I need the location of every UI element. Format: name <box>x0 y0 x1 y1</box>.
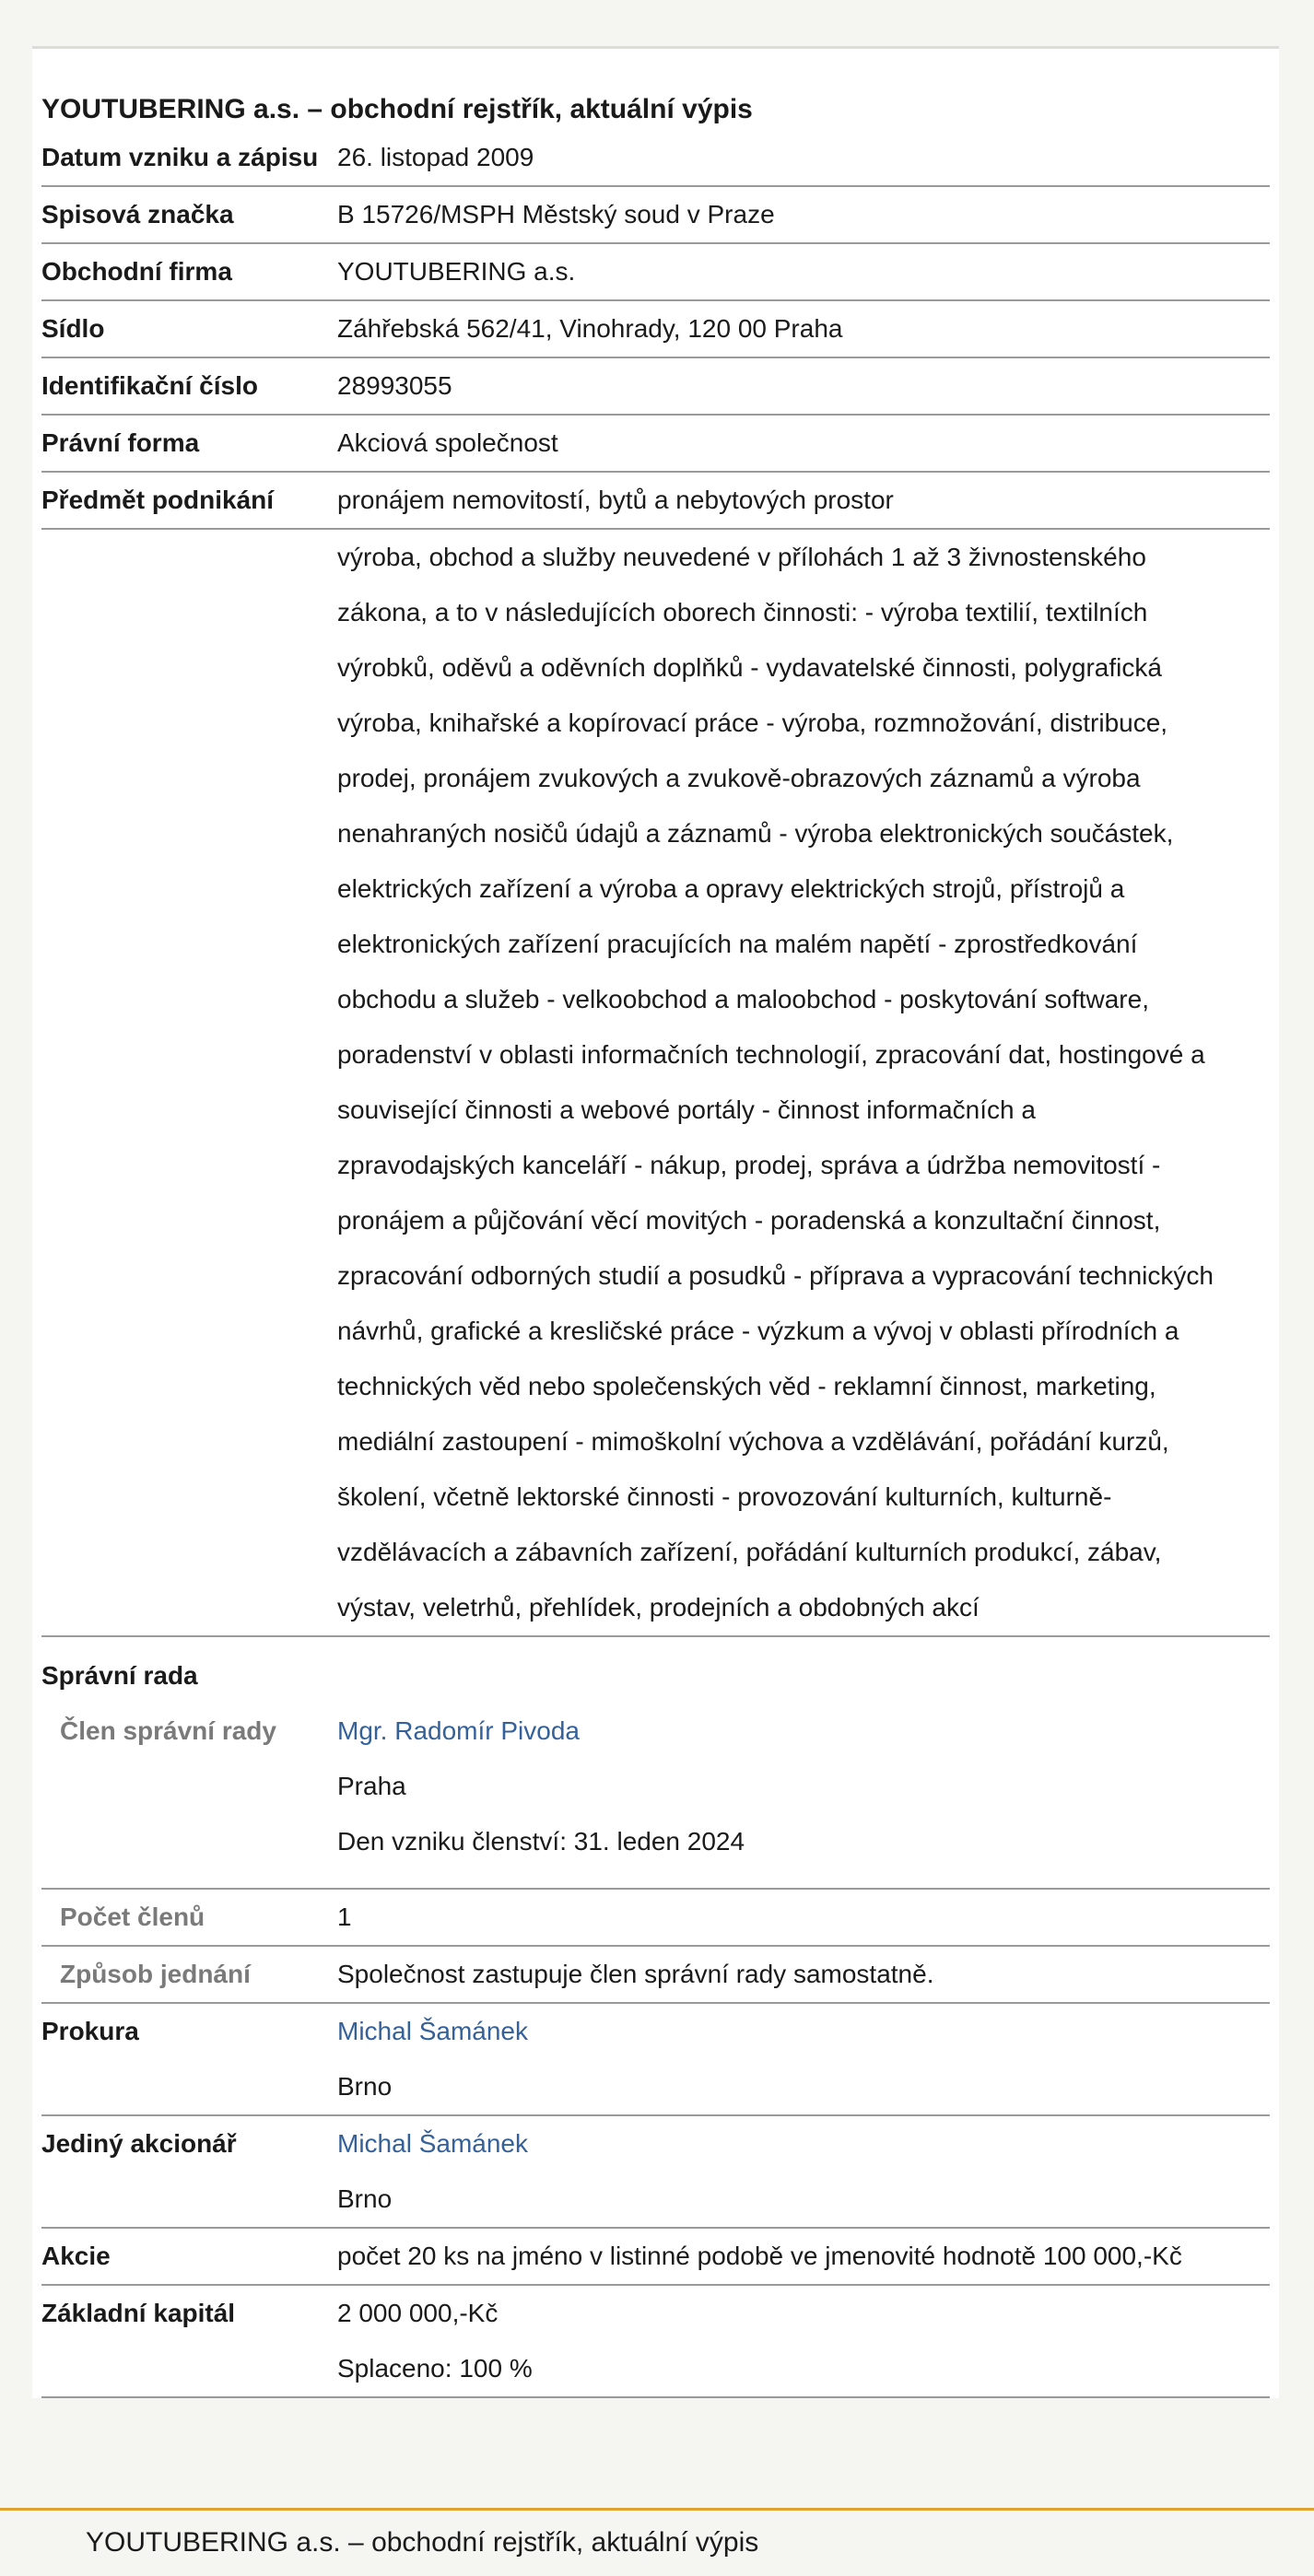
clen-city: Praha <box>337 1772 406 1800</box>
predmet-line: zpravodajských kanceláří - nákup, prodej, správa a údržba nemovitostí - <box>337 1151 1161 1179</box>
prokura-city: Brno <box>337 2072 393 2101</box>
predmet-line: související činnosti a webové portály - činnost informačních a <box>337 1095 1036 1124</box>
row-pocet-clenu <box>41 1889 1270 1946</box>
value-splaceno: Splaceno: 100 % <box>337 2354 533 2383</box>
akcionar-city: Brno <box>337 2184 393 2213</box>
label-pocet-clenu: Počet členů <box>41 1889 337 1946</box>
value-zakladni-kapital: 2 000 000,-Kč <box>337 2299 499 2327</box>
value-datum-vzniku: 26. listopad 2009 <box>337 130 1270 186</box>
predmet-line: nenahraných nosičů údajů a záznamů - výroba elektronických součástek, <box>337 819 1174 848</box>
row-obchodni-firma <box>41 243 1270 300</box>
predmet-line: výstav, veletrhů, přehlídek, prodejních a obdobných akcí <box>337 1593 980 1622</box>
value-spisova-znacka: B 15726/MSPH Městský soud v Praze <box>337 186 1270 243</box>
value-akcie: počet 20 ks na jméno v listinné podobě ve jmenovité hodnotě 100 000,-Kč <box>337 2228 1270 2285</box>
label-spisova-znacka: Spisová značka <box>41 186 337 243</box>
predmet-line: elektronických zařízení pracujících na malém napětí - zprostředkování <box>337 930 1138 958</box>
row-datum-vzniku <box>41 130 1270 186</box>
predmet-line: výroba, obchod a služby neuvedené v přílohách 1 až 3 živnostenského <box>337 543 1146 571</box>
row-zpusob-jednani <box>41 1946 1270 2003</box>
predmet-line: návrhů, grafické a kresličské práce - výzkum a vývoj v oblasti přírodních a <box>337 1317 1179 1345</box>
label-identifikacni-cislo: Identifikační číslo <box>41 357 337 415</box>
predmet-line: technických věd nebo společenských věd - reklamní činnost, marketing, <box>337 1372 1156 1400</box>
label-obchodni-firma: Obchodní firma <box>41 243 337 300</box>
predmet-line: mediální zastoupení - mimoškolní výchova a vzdělávání, pořádání kurzů, <box>337 1427 1169 1456</box>
row-predmet-podnikani <box>41 472 1270 529</box>
predmet-line: obchodu a služeb - velkoobchod a maloobchod - poskytování software, <box>337 985 1149 1013</box>
section-spravni-rada: Správní rada <box>41 1661 198 1690</box>
value-zpusob-jednani: Společnost zastupuje člen správní rady samostatně. <box>337 1946 1270 2003</box>
row-zakladni-kapital <box>41 2285 1270 2397</box>
label-datum-vzniku: Datum vzniku a zápisu <box>41 130 337 186</box>
footer-divider <box>0 2508 1314 2511</box>
footer-title: YOUTUBERING a.s. – obchodní rejstřík, aktuální výpis <box>86 2527 759 2558</box>
register-table <box>41 130 1270 2398</box>
label-zakladni-kapital: Základní kapitál <box>41 2285 337 2397</box>
predmet-line: pronájem a půjčování věcí movitých - poradenská a konzultační činnost, <box>337 1206 1161 1235</box>
row-identifikacni-cislo <box>41 357 1270 415</box>
link-prokura-name[interactable]: Michal Šamánek <box>337 2017 528 2045</box>
predmet-line: školení, včetně lektorské činnosti - provozování kulturních, kulturně- <box>337 1482 1112 1511</box>
predmet-line: zpracování odborných studií a posudků - příprava a vypracování technických <box>337 1261 1214 1290</box>
value-sidlo: Záhřebská 562/41, Vinohrady, 120 00 Praha <box>337 300 1270 357</box>
row-clen-spravni-rady <box>41 1704 1270 1869</box>
row-spisova-znacka <box>41 186 1270 243</box>
row-spravni-rada <box>41 1636 1270 1704</box>
label-prokura: Prokura <box>41 2003 337 2115</box>
predmet-line: prodej, pronájem zvukových a zvukově-obrazových záznamů a výroba <box>337 764 1141 792</box>
value-pravni-forma: Akciová společnost <box>337 415 1270 472</box>
label-clen-spravni-rady: Člen správní rady <box>60 1716 276 1745</box>
value-predmet-pronajem: pronájem nemovitostí, bytů a nebytových prostor <box>337 472 1270 529</box>
row-predmet-vyroba <box>41 529 1270 1636</box>
register-extract <box>32 49 1279 2398</box>
label-pravni-forma: Právní forma <box>41 415 337 472</box>
label-sidlo: Sídlo <box>41 300 337 357</box>
row-prokura <box>41 2003 1270 2115</box>
label-jediny-akcionar: Jediný akcionář <box>41 2115 337 2228</box>
row-sidlo <box>41 300 1270 357</box>
predmet-line: poradenství v oblasti informačních technologií, zpracování dat, hostingové a <box>337 1040 1205 1069</box>
value-pocet-clenu: 1 <box>337 1889 1270 1946</box>
predmet-line: výrobků, oděvů a oděvních doplňků - vydavatelské činnosti, polygrafická <box>337 653 1162 682</box>
value-obchodni-firma: YOUTUBERING a.s. <box>337 243 1270 300</box>
label-predmet-podnikani: Předmět podnikání <box>41 472 337 529</box>
row-akcie <box>41 2228 1270 2285</box>
page-title: YOUTUBERING a.s. – obchodní rejstřík, aktuální výpis <box>41 94 753 124</box>
row-jediny-akcionar <box>41 2115 1270 2228</box>
row-pravni-forma <box>41 415 1270 472</box>
link-akcionar-name[interactable]: Michal Šamánek <box>337 2129 528 2158</box>
clen-since: Den vzniku členství: 31. leden 2024 <box>337 1827 745 1856</box>
value-identifikacni-cislo: 28993055 <box>337 357 1270 415</box>
link-clen-name[interactable]: Mgr. Radomír Pivoda <box>337 1716 580 1745</box>
predmet-line: elektrických zařízení a výroba a opravy elektrických strojů, přístrojů a <box>337 874 1125 903</box>
label-zpusob-jednani: Způsob jednání <box>41 1946 337 2003</box>
label-akcie: Akcie <box>41 2228 337 2285</box>
predmet-line: zákona, a to v následujících oborech činnosti: - výroba textilií, textilních <box>337 598 1148 626</box>
predmet-line: vzdělávacích a zábavních zařízení, pořádání kulturních produkcí, zábav, <box>337 1538 1162 1566</box>
predmet-line: výroba, knihařské a kopírovací práce - výroba, rozmnožování, distribuce, <box>337 708 1168 737</box>
value-predmet-vyroba <box>337 529 1270 1636</box>
